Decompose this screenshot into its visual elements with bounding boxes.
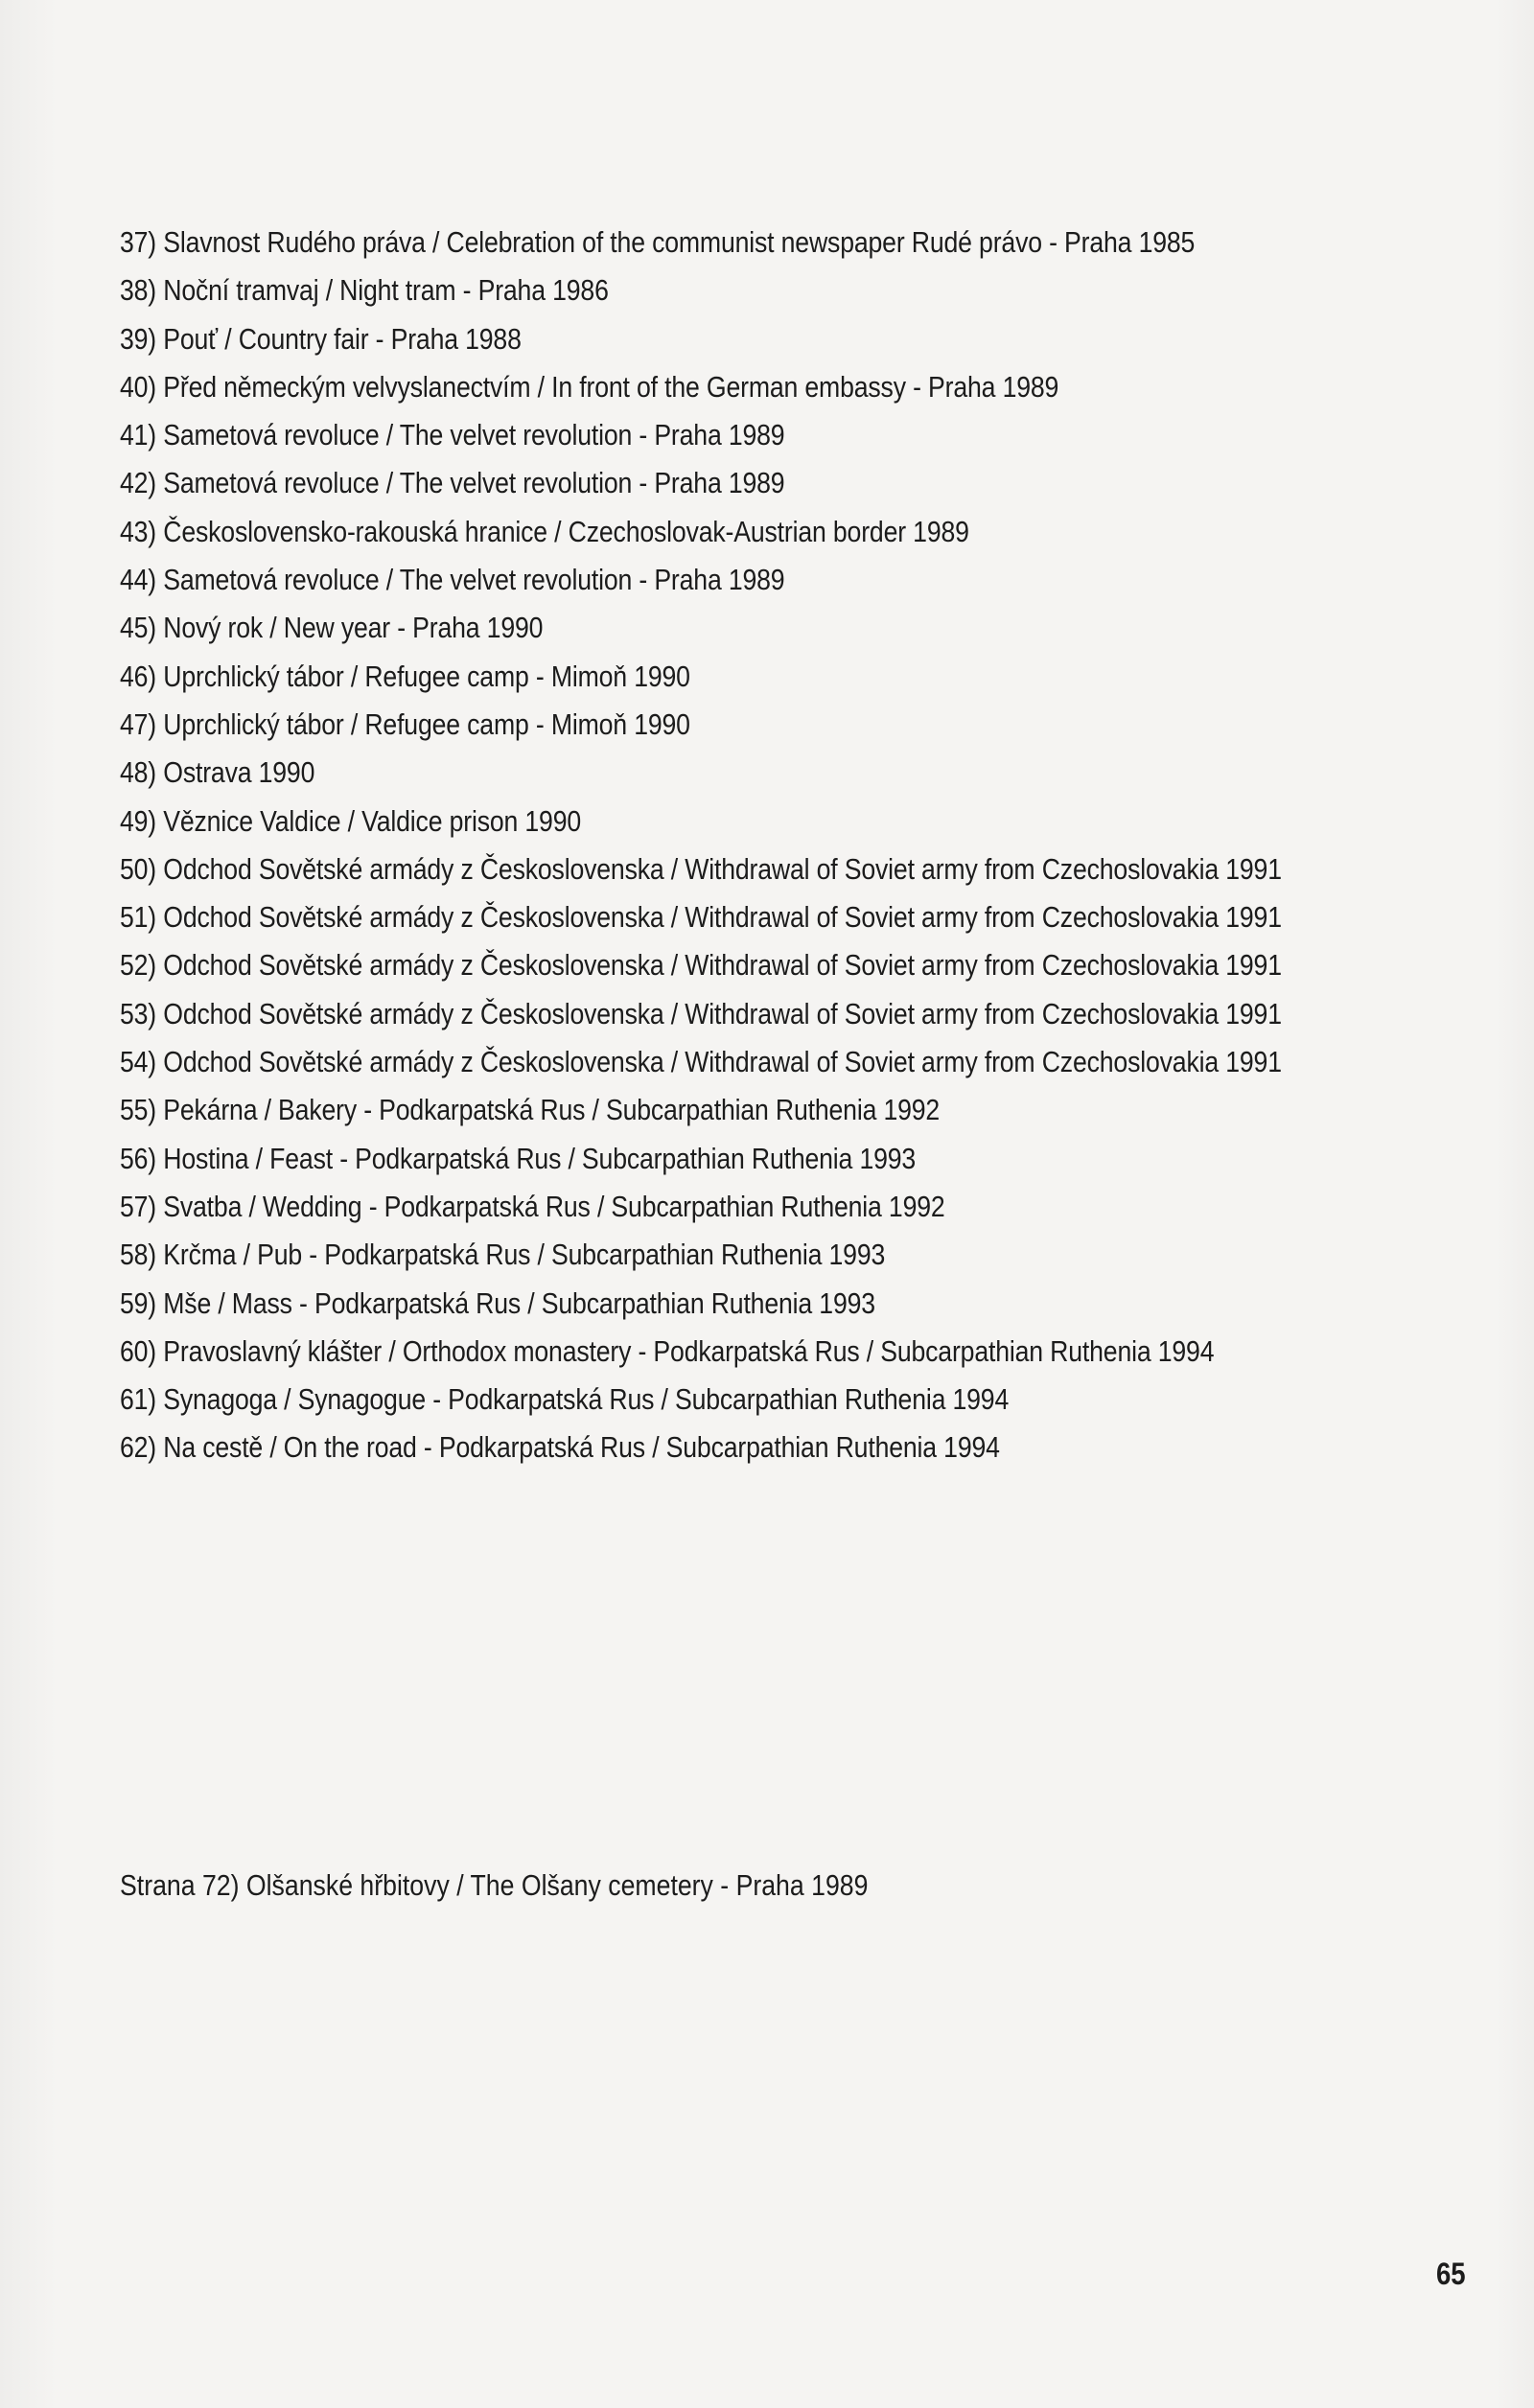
caption-52: 52) Odchod Sovětské armády z Československa / Withdrawal of Soviet army from Czechoslovakia 1991 xyxy=(120,948,1282,983)
caption-51: 51) Odchod Sovětské armády z Československa / Withdrawal of Soviet army from Czechoslovakia 1991 xyxy=(120,900,1282,935)
page-number: 65 xyxy=(1436,2257,1466,2291)
caption-41: 41) Sametová revoluce / The velvet revolution - Praha 1989 xyxy=(120,418,785,452)
caption-48: 48) Ostrava 1990 xyxy=(120,755,315,790)
caption-54: 54) Odchod Sovětské armády z Československa / Withdrawal of Soviet army from Czechoslovakia 1991 xyxy=(120,1045,1282,1079)
caption-62: 62) Na cestě / On the road - Podkarpatská Rus / Subcarpathian Ruthenia 1994 xyxy=(120,1430,1000,1465)
caption-56: 56) Hostina / Feast - Podkarpatská Rus / Subcarpathian Ruthenia 1993 xyxy=(120,1141,917,1175)
caption-49: 49) Věznice Valdice / Valdice prison 1990 xyxy=(120,803,582,838)
caption-37: 37) Slavnost Rudého práva / Celebration of the communist newspaper Rudé právo - Praha 1985 xyxy=(120,225,1196,259)
caption-44: 44) Sametová revoluce / The velvet revolution - Praha 1989 xyxy=(120,563,785,597)
caption-42: 42) Sametová revoluce / The velvet revolution - Praha 1989 xyxy=(120,466,785,500)
caption-47: 47) Uprchlický tábor / Refugee camp - Mimoň 1990 xyxy=(120,706,690,741)
caption-39: 39) Pouť / Country fair - Praha 1988 xyxy=(120,321,522,356)
caption-50: 50) Odchod Sovětské armády z Československa / Withdrawal of Soviet army from Czechoslovakia 1991 xyxy=(120,851,1282,886)
caption-53: 53) Odchod Sovětské armády z Československa / Withdrawal of Soviet army from Czechoslovakia 1991 xyxy=(120,996,1282,1030)
caption-59: 59) Mše / Mass - Podkarpatská Rus / Subcarpathian Ruthenia 1993 xyxy=(120,1285,875,1320)
caption-58: 58) Krčma / Pub - Podkarpatská Rus / Subcarpathian Ruthenia 1993 xyxy=(120,1238,886,1272)
caption-43: 43) Československo-rakouská hranice / Czechoslovak-Austrian border 1989 xyxy=(120,514,969,548)
caption-45: 45) Nový rok / New year - Praha 1990 xyxy=(120,611,544,645)
caption-57: 57) Svatba / Wedding - Podkarpatská Rus / Subcarpathian Ruthenia 1992 xyxy=(120,1189,945,1223)
caption-list xyxy=(120,219,1366,1472)
extra-caption: Strana 72) Olšanské hřbitovy / The Olšany cemetery - Praha 1989 xyxy=(120,1868,869,1902)
caption-38: 38) Noční tramvaj / Night tram - Praha 1986 xyxy=(120,273,609,308)
caption-61: 61) Synagoga / Synagogue - Podkarpatská Rus / Subcarpathian Ruthenia 1994 xyxy=(120,1382,1010,1417)
caption-40: 40) Před německým velvyslanectvím / In front of the German embassy - Praha 1989 xyxy=(120,369,1059,404)
caption-46: 46) Uprchlický tábor / Refugee camp - Mimoň 1990 xyxy=(120,659,690,693)
caption-60: 60) Pravoslavný klášter / Orthodox monastery - Podkarpatská Rus / Subcarpathian Ruthenia 1994 xyxy=(120,1333,1215,1368)
caption-55: 55) Pekárna / Bakery - Podkarpatská Rus / Subcarpathian Ruthenia 1992 xyxy=(120,1093,941,1127)
